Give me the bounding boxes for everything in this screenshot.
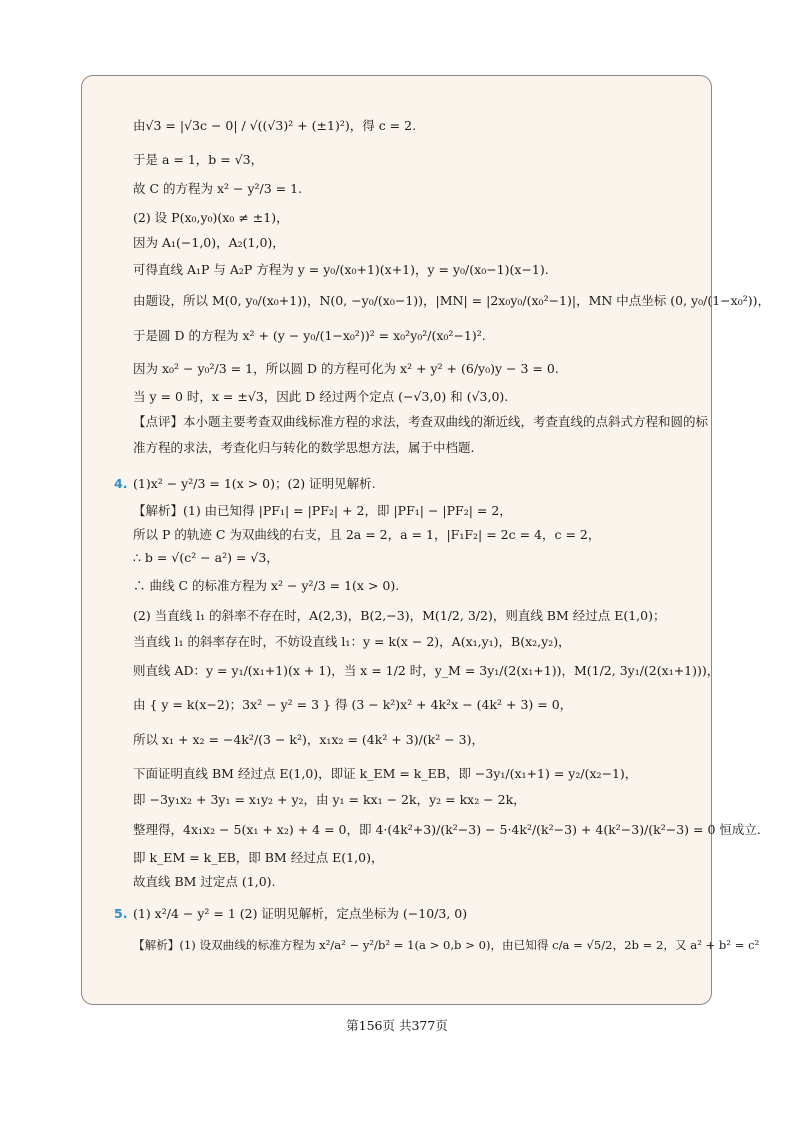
commentary-line: 【点评】本小题主要考查双曲线标准方程的求法，考查双曲线的渐近线，考查直线的点斜式方程和圆的标 <box>133 414 709 429</box>
answer-line: (1) x²/4 − y² = 1 (2) 证明见解析，定点坐标为 (−10/3, 0) <box>133 906 468 921</box>
text-line: 因为 A₁(−1,0)，A₂(1,0)， <box>133 235 285 250</box>
text-line: 可得直线 A₁P 与 A₂P 方程为 y = y₀/(x₀+1)(x+1)，y = y₀/(x₀−1)(x−1). <box>133 262 549 277</box>
question-number: 5. <box>114 906 128 921</box>
text-line: 故直线 BM 过定点 (1,0). <box>133 874 276 889</box>
text-line: (2) 设 P(x₀,y₀)(x₀ ≠ ±1)， <box>133 210 289 225</box>
text-line: 因为 x₀² − y₀²/3 = 1，所以圆 D 的方程可化为 x² + y² + (6/y₀)y − 3 = 0. <box>133 361 559 376</box>
text-line: 所以 P 的轨迹 C 为双曲线的右支，且 2a = 2，a = 1，|F₁F₂| = 2c = 4，c = 2， <box>133 527 601 542</box>
text-line: 由√3 = |√3c − 0| / √((√3)² + (±1)²)，得 c = 2. <box>133 118 417 133</box>
text-line: 【解析】(1) 由已知得 |PF₁| = |PF₂| + 2，即 |PF₁| − |PF₂| = 2， <box>133 503 512 518</box>
text-line: 下面证明直线 BM 经过点 E(1,0)，即证 k_EM = k_EB，即 −3y₁/(x₁+1) = y₂/(x₂−1)， <box>133 766 638 781</box>
text-line: ∴ 曲线 C 的标准方程为 x² − y²/3 = 1(x > 0). <box>133 578 400 593</box>
answer-line: (1)x² − y²/3 = 1(x > 0)；(2) 证明见解析. <box>133 476 376 491</box>
text-line: 当直线 l₁ 的斜率存在时，不妨设直线 l₁：y = k(x − 2)，A(x₁,y₁)，B(x₂,y₂)， <box>133 634 571 649</box>
text-line: 即 −3y₁x₂ + 3y₁ = x₁y₂ + y₂，由 y₁ = kx₁ − 2k，y₂ = kx₂ − 2k， <box>133 792 526 807</box>
text-line: 故 C 的方程为 x² − y²/3 = 1. <box>133 181 303 196</box>
text-line: 当 y = 0 时，x = ±√3，因此 D 经过两个定点 (−√3,0) 和 (√3,0). <box>133 389 509 404</box>
text-line: 由题设，所以 M(0, y₀/(x₀+1))，N(0, −y₀/(x₀−1))，|MN| = |2x₀y₀/(x₀²−1)|，MN 中点坐标 (0, y₀/(1−x₀²))， <box>133 293 770 308</box>
text-line: 由 { y = k(x−2)；3x² − y² = 3 } 得 (3 − k²)x² + 4k²x − (4k² + 3) = 0， <box>133 697 573 712</box>
text-line: 所以 x₁ + x₂ = −4k²/(3 − k²)，x₁x₂ = (4k² + 3)/(k² − 3)， <box>133 732 485 747</box>
text-line: 【解析】(1) 设双曲线的标准方程为 x²/a² − y²/b² = 1(a > 0,b > 0)，由已知得 c/a = √5/2，2b = 2，又 a² + b² = c² <box>133 938 760 952</box>
text-line: (2) 当直线 l₁ 的斜率不存在时，A(2,3)，B(2,−3)，M(1/2, 3/2)，则直线 BM 经过点 E(1,0)； <box>133 608 666 623</box>
page-footer: 第156页 共377页 <box>346 1018 448 1033</box>
text-line: ∴ b = √(c² − a²) = √3， <box>133 550 279 565</box>
text-line: 即 k_EM = k_EB，即 BM 经过点 E(1,0)， <box>133 850 384 865</box>
question-number: 4. <box>114 476 128 491</box>
commentary-line: 准方程的求法，考查化归与转化的数学思想方法，属于中档题. <box>133 440 475 455</box>
text-line: 于是 a = 1，b = √3， <box>133 152 264 167</box>
text-line: 整理得，4x₁x₂ − 5(x₁ + x₂) + 4 = 0，即 4·(4k²+3)/(k²−3) − 5·4k²/(k²−3) + 4(k²−3)/(k²−3) = 0 恒成立. <box>133 822 761 837</box>
text-line: 则直线 AD：y = y₁/(x₁+1)(x + 1)，当 x = 1/2 时，y_M = 3y₁/(2(x₁+1))，M(1/2, 3y₁/(2(x₁+1)))， <box>133 663 720 678</box>
text-line: 于是圆 D 的方程为 x² + (y − y₀/(1−x₀²))² = x₀²y₀²/(x₀²−1)². <box>133 328 486 343</box>
